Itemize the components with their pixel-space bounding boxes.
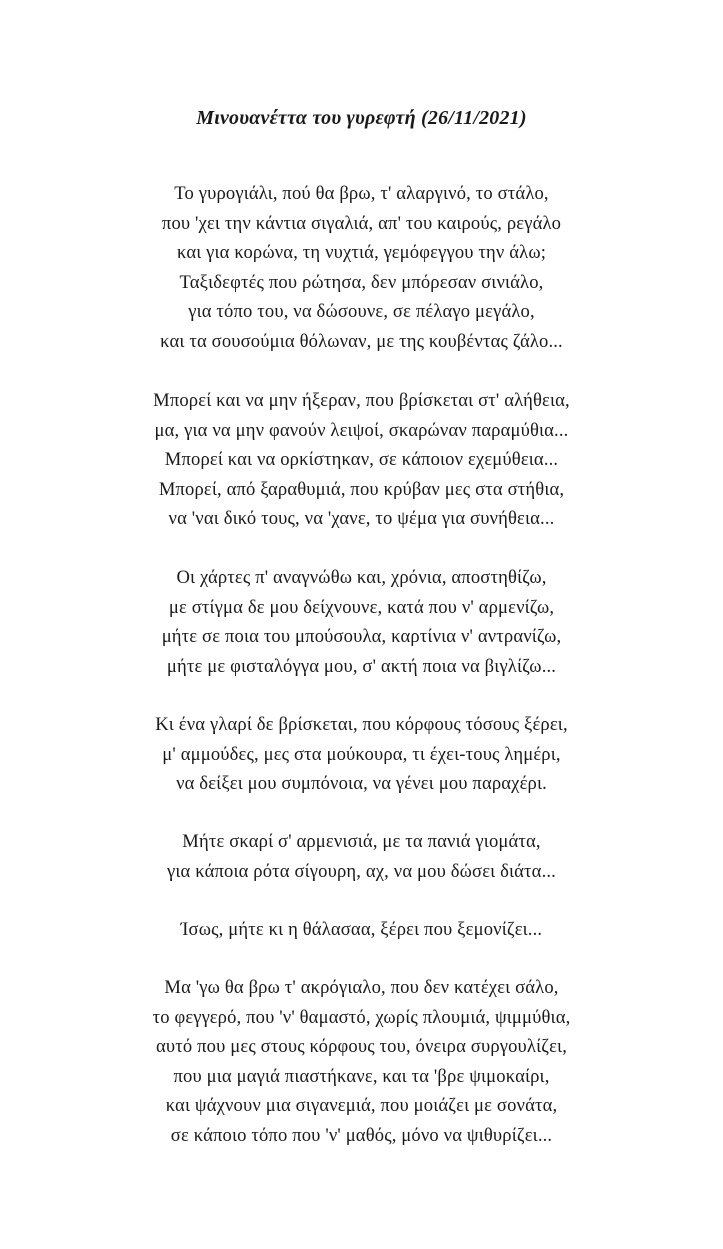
poem-line: να δείξει μου συμπόνοια, να γένει μου παραχέρι. xyxy=(176,773,547,794)
poem-line: για τόπο του, να δώσουνε, σε πέλαγο μεγάλο, xyxy=(188,301,535,322)
poem-line: Μπορεί και να ορκίστηκαν, σε κάποιον εχεμύθεια... xyxy=(164,449,559,470)
poem-line: που 'χει την κάντια σιγαλιά, απ' του καιρούς, ρεγάλο xyxy=(161,212,562,234)
stanza-1 xyxy=(0,179,723,356)
poem-line: να 'ναι δικό τους, να 'χανε, το ψέμα για συνήθεια... xyxy=(168,508,555,529)
poem-line: Ταξιδεφτές που ρώτησα, δεν μπόρεσαν σινιάλο, xyxy=(179,271,544,293)
stanza-4 xyxy=(0,710,723,799)
poem-line: για κάποια ρότα σίγουρη, αχ, να μου δώσει διάτα... xyxy=(167,860,556,882)
poem-line: και ψάχνουν μια σιγανεμιά, που μοιάζει με σονάτα, xyxy=(165,1095,558,1116)
poem-line: Ίσως, μήτε κι η θάλασαα, ξέρει που ξεμονίζει... xyxy=(180,919,543,940)
poem-line: Μα 'γω θα βρω τ' ακρόγιαλο, που δεν κατέχει σάλο, xyxy=(164,977,559,998)
stanza-3 xyxy=(0,563,723,681)
poem-line: Οι χάρτες π' αναγνώθω και, χρόνια, αποστηθίζω, xyxy=(176,567,547,588)
stanza-5 xyxy=(0,827,723,886)
poem-line: Μπορεί και να μην ήξεραν, που βρίσκεται στ' αλήθεια, xyxy=(153,390,570,411)
poem-line: με στίγμα δε μου δείχνουνε, κατά που ν' αρμενίζω, xyxy=(168,596,555,618)
poem-line: και για κορώνα, τη νυχτιά, γεμόφεγγου την άλω; xyxy=(176,242,547,263)
poem-title: Μινουανέττα του γυρεφτή (26/11/2021) xyxy=(196,107,527,129)
stanza-7 xyxy=(0,973,723,1150)
poem-line: Το γυρογιάλι, πού θα βρω, τ' αλαργινό, το στάλο, xyxy=(174,183,549,204)
stanza-6 xyxy=(0,915,723,945)
poem-line: Μήτε σκαρί σ' αρμενισιά, με τα πανιά γιομάτα, xyxy=(182,831,541,852)
poem-line: Μπορεί, από ξαραθυμιά, που κρύβαν μες στα στήθια, xyxy=(158,478,565,500)
stanza-2 xyxy=(0,386,723,534)
poem-line: μ' αμμούδες, μες στα μούκουρα, τι έχει-τους λημέρι, xyxy=(162,743,561,765)
poem-line: σε κάποιο τόπο που 'ν' μαθός, μόνο να ψιθυρίζει... xyxy=(170,1124,553,1146)
poem-line: μα, για να μην φανούν λειψοί, σκαρώναν παραμύθια... xyxy=(154,419,569,441)
poem-line: το φεγγερό, που 'ν' θαμαστό, χωρίς πλουμιά, ψιμμύθια, xyxy=(152,1006,571,1028)
poem-line: μήτε με φισταλόγγα μου, σ' ακτή ποια να βιγλίζω... xyxy=(166,655,557,677)
poem-line: που μια μαγιά πιαστήκανε, και τα 'βρε ψιμοκαίρι, xyxy=(173,1065,550,1087)
poem-line: μήτε σε ποια του μπούσουλα, καρτίνια ν' αντρανίζω, xyxy=(161,626,562,647)
poem-line: Κι ένα γλαρί δε βρίσκεται, που κόρφους τόσους ξέρει, xyxy=(155,714,568,735)
poem-line: αυτό που μες στους κόρφους του, όνειρα συργουλίζει, xyxy=(156,1036,567,1057)
poem-line: και τα σουσούμια θόλωναν, με της κουβέντας ζάλο... xyxy=(160,330,563,352)
